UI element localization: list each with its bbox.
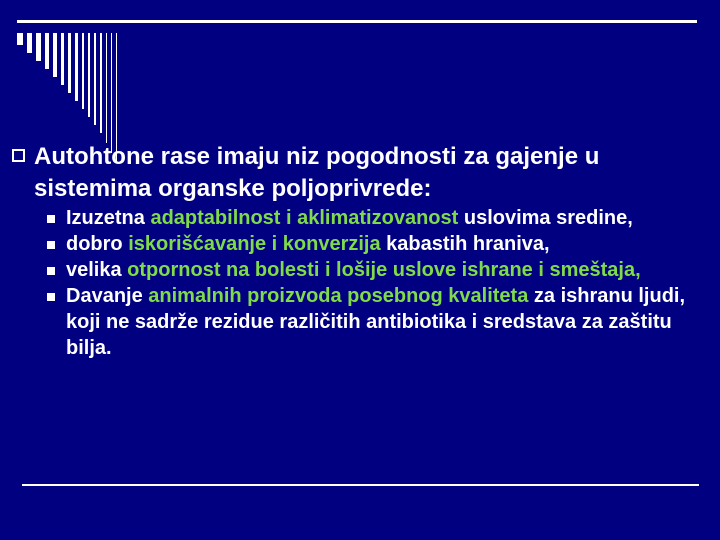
item-highlight: adaptabilnost i aklimatizovanost [150, 207, 459, 229]
item-text: za ishranu ljudi, koji ne sadrže rezidue različitih antibiotika i sredstava za zaštitu bilja. [66, 285, 686, 359]
main-bullet [12, 141, 702, 205]
item-highlight: animalnih proizvoda posebnog kvaliteta [148, 285, 529, 307]
top-rule [17, 20, 697, 23]
item-text: Izuzetna [66, 207, 151, 229]
item-text: velika [66, 259, 128, 281]
list-item [47, 283, 707, 361]
square-bullet-icon [47, 293, 55, 301]
item-text: dobro [66, 233, 129, 255]
main-bullet-text: Autohtone rase imaju niz pogodnosti za gajenje u sistemima organske poljoprivrede: [34, 143, 600, 202]
list-item [47, 231, 707, 257]
hollow-square-bullet-icon [12, 149, 25, 162]
bottom-rule [22, 484, 699, 486]
square-bullet-icon [47, 267, 55, 275]
list-item [47, 205, 707, 231]
square-bullet-icon [47, 215, 55, 223]
item-highlight: otpornost na bolesti i lošije uslove ishrane i smeštaja, [127, 259, 641, 281]
item-highlight: iskorišćavanje i konverzija [128, 233, 381, 255]
item-text: kabastih hraniva, [380, 233, 550, 255]
item-text: Davanje [66, 285, 149, 307]
square-bullet-icon [47, 241, 55, 249]
list-item [47, 257, 707, 283]
item-text: uslovima sredine, [458, 207, 633, 229]
sub-bullet-list [47, 205, 707, 361]
